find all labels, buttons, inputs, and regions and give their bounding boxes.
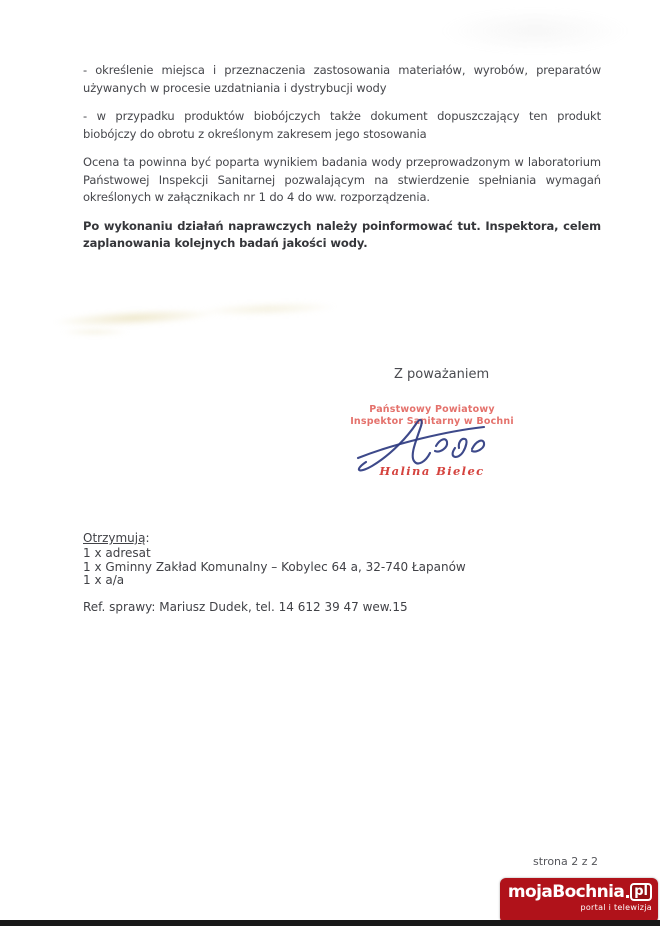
mojabochnia-logo (500, 878, 658, 923)
distribution-heading-text: Otrzymują (83, 531, 146, 545)
scan-smudge (52, 306, 218, 331)
paragraph-biocides: - w przypadku produktów biobójczych także dokument dopuszczający ten produkt biobójczy do obrotu z określonym zakresem jego stosowania (83, 109, 601, 141)
page-number: strona 2 z 2 (533, 855, 599, 868)
logo-dot-icon (626, 895, 629, 898)
stamp-line-2: Inspektor Sanitarny w Bochni (350, 415, 514, 427)
letter-body (83, 62, 601, 264)
logo-tagline: portal i telewizja (580, 903, 652, 912)
closing-phrase: Z poważaniem (394, 367, 490, 382)
logo-brand-text: mojaBochnia (507, 882, 625, 902)
stamp-line-1: Państwowy Powiatowy (369, 404, 495, 415)
official-stamp-block (350, 404, 514, 478)
scan-smudge (60, 328, 130, 336)
distribution-item-gzk: 1 x Gminny Zakład Komunalny – Kobylec 64 a, 32-740 Łapanów (83, 559, 466, 574)
handwritten-signature-ink (352, 414, 512, 478)
distribution-item-addressee: 1 x adresat (83, 545, 151, 560)
paragraph-assessment: Ocena ta powinna być poparta wynikiem badania wody przeprowadzonym w laboratorium Państwowej Inspekcji Sanitarnej pozwalającym na stwierdzenie spełniania wymagań określonych w załącznikach nr 1 do 4 do ww. rozporządzenia. (83, 155, 601, 204)
distribution-item-file: 1 x a/a (83, 573, 125, 588)
scan-smudge (440, 8, 630, 54)
scan-edge-line (0, 920, 660, 926)
paragraph-corrective-actions: Po wykonaniu działań naprawczych należy poinformować tut. Inspektora, celem zaplanowania kolejnych badań jakości wody. (83, 218, 601, 250)
logo-wordmark (508, 882, 652, 902)
paragraph-materials: - określenie miejsca i przeznaczenia zastosowania materiałów, wyrobów, preparatów używanych w procesie uzdatniania i dystrybucji wody (83, 63, 601, 95)
signer-name-stamp: Halina Bielec (379, 464, 485, 478)
logo-tld-badge: pl (630, 883, 652, 901)
distribution-heading-colon: : (145, 531, 150, 545)
scan-smudge (198, 300, 338, 319)
distribution-list (83, 532, 466, 588)
case-reference-line: Ref. sprawy: Mariusz Dudek, tel. 14 612 39 47 wew.15 (83, 600, 408, 614)
distribution-heading (83, 532, 466, 546)
